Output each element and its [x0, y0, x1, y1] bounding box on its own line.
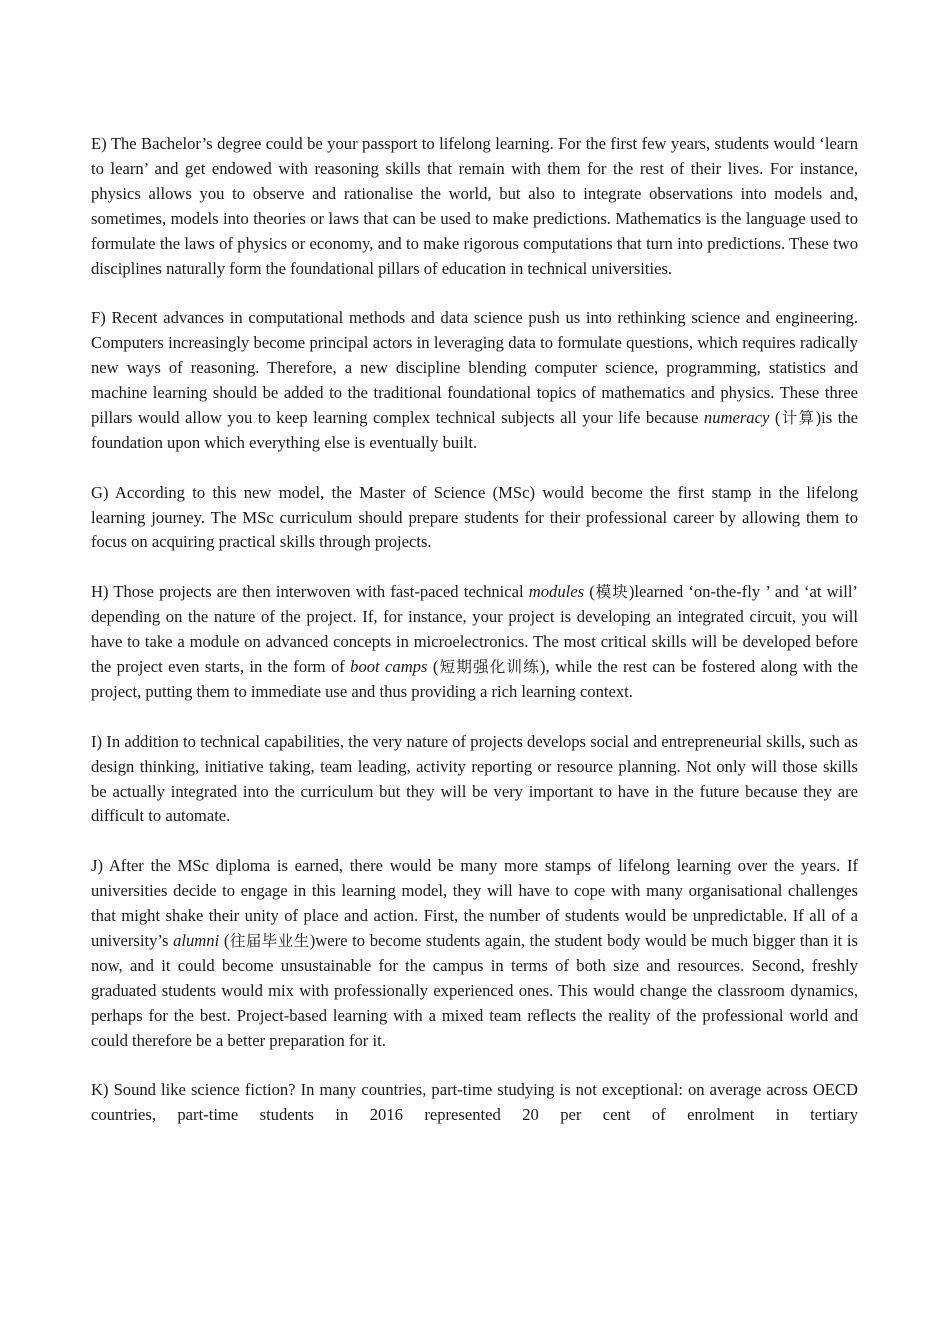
paragraph-text: (: [584, 582, 595, 602]
chinese-gloss: 模块: [594, 583, 629, 602]
paragraph-g: [91, 481, 858, 556]
italic-term: boot camps: [350, 656, 428, 676]
chinese-gloss: 计算: [780, 408, 816, 427]
document-body: [91, 132, 858, 1128]
paragraph-i: [91, 730, 858, 830]
paragraph-text: G) According to this new model, the Master of Science (MSc) would become the first stamp in the lifelong learning journey. The MSc curriculum should prepare students for their professional career by allowing them to focus on acquiring practical skills through projects.: [91, 482, 858, 552]
paragraph-text: )learned ‘on-the-fly ’ and ‘at will’ depending on the nature of the project. If, for instance, your project is developing an integrated circuit, you will have to take a module on advanced concepts in microelectronics. The most critical skills will be developed before the project even starts, in the form of: [91, 582, 858, 676]
italic-term: alumni: [173, 930, 220, 950]
paragraph-text: (: [769, 407, 781, 427]
chinese-gloss: 往届毕业生: [229, 931, 310, 950]
paragraph-f: [91, 306, 858, 455]
chinese-gloss: 短期强化训练: [438, 657, 541, 676]
paragraph-text: (: [219, 930, 230, 950]
italic-term: numeracy: [703, 407, 770, 427]
paragraph-j: [91, 854, 858, 1053]
paragraph-e: [91, 132, 858, 281]
paragraph-h: [91, 580, 858, 705]
paragraph-text: J) After the MSc diploma is earned, there would be many more stamps of lifelong learning over the years. If universities decide to engage in this learning model, they will have to cope with many organisational challenges that might shake their unity of place and action. First, the number of students would be unpredictable. If all of a university’s: [91, 856, 858, 950]
paragraph-text: I) In addition to technical capabilities, the very nature of projects develops social and entrepreneurial skills, such as design thinking, initiative taking, team leading, activity reporting or resource planning. Not only will those skills be actually integrated into the curriculum but they will be very important to have in the future because they are difficult to automate.: [91, 731, 858, 826]
paragraph-text: F) Recent advances in computational methods and data science push us into rethinking science and engineering. Computers increasingly become principal actors in leveraging data to formulate questions, which requires radically new ways of reasoning. Therefore, a new discipline blending computer science, programming, statistics and machine learning should be added to the traditional foundational topics of mathematics and physics. These three pillars would allow you to keep learning complex technical subjects all your life because: [91, 308, 858, 427]
italic-term: modules: [528, 582, 585, 602]
paragraph-k: [91, 1078, 858, 1128]
paragraph-text: E) The Bachelor’s degree could be your passport to lifelong learning. For the first few years, students would ‘learn to learn’ and get endowed with reasoning skills that remain with them for the rest of their lives. For instance, physics allows you to observe and rationalise the world, but also to integrate observations into models and, sometimes, models into theories or laws that can be used to make predictions. Mathematics is the language used to formulate the laws of physics or economy, and to make rigorous computations that turn into predictions. These two disciplines naturally form the foundational pillars of education in technical universities.: [91, 134, 858, 278]
paragraph-text: ), while the rest can be fostered along with the project, putting them to immediate use and thus providing a rich learning context.: [91, 656, 858, 701]
paragraph-text: (: [427, 656, 439, 676]
paragraph-text: )were to become students again, the student body would be much bigger than it is now, and it could become unsustainable for the campus in terms of both size and resources. Second, freshly graduated students would mix with professionally experienced ones. This would change the classroom dynamics, perhaps for the best. Project-based learning with a mixed team reflects the reality of the professional world and could therefore be a better preparation for it.: [91, 930, 858, 1050]
paragraph-text: K) Sound like science fiction? In many countries, part-time studying is not exceptional: on average across OECD countries, part-time students in 2016 represented 20 per cent of enrolment in tertiary: [91, 1080, 858, 1125]
paragraph-text: )is the foundation upon which everything else is eventually built.: [91, 407, 858, 452]
paragraph-text: H) Those projects are then interwoven with fast-paced technical: [91, 582, 529, 602]
